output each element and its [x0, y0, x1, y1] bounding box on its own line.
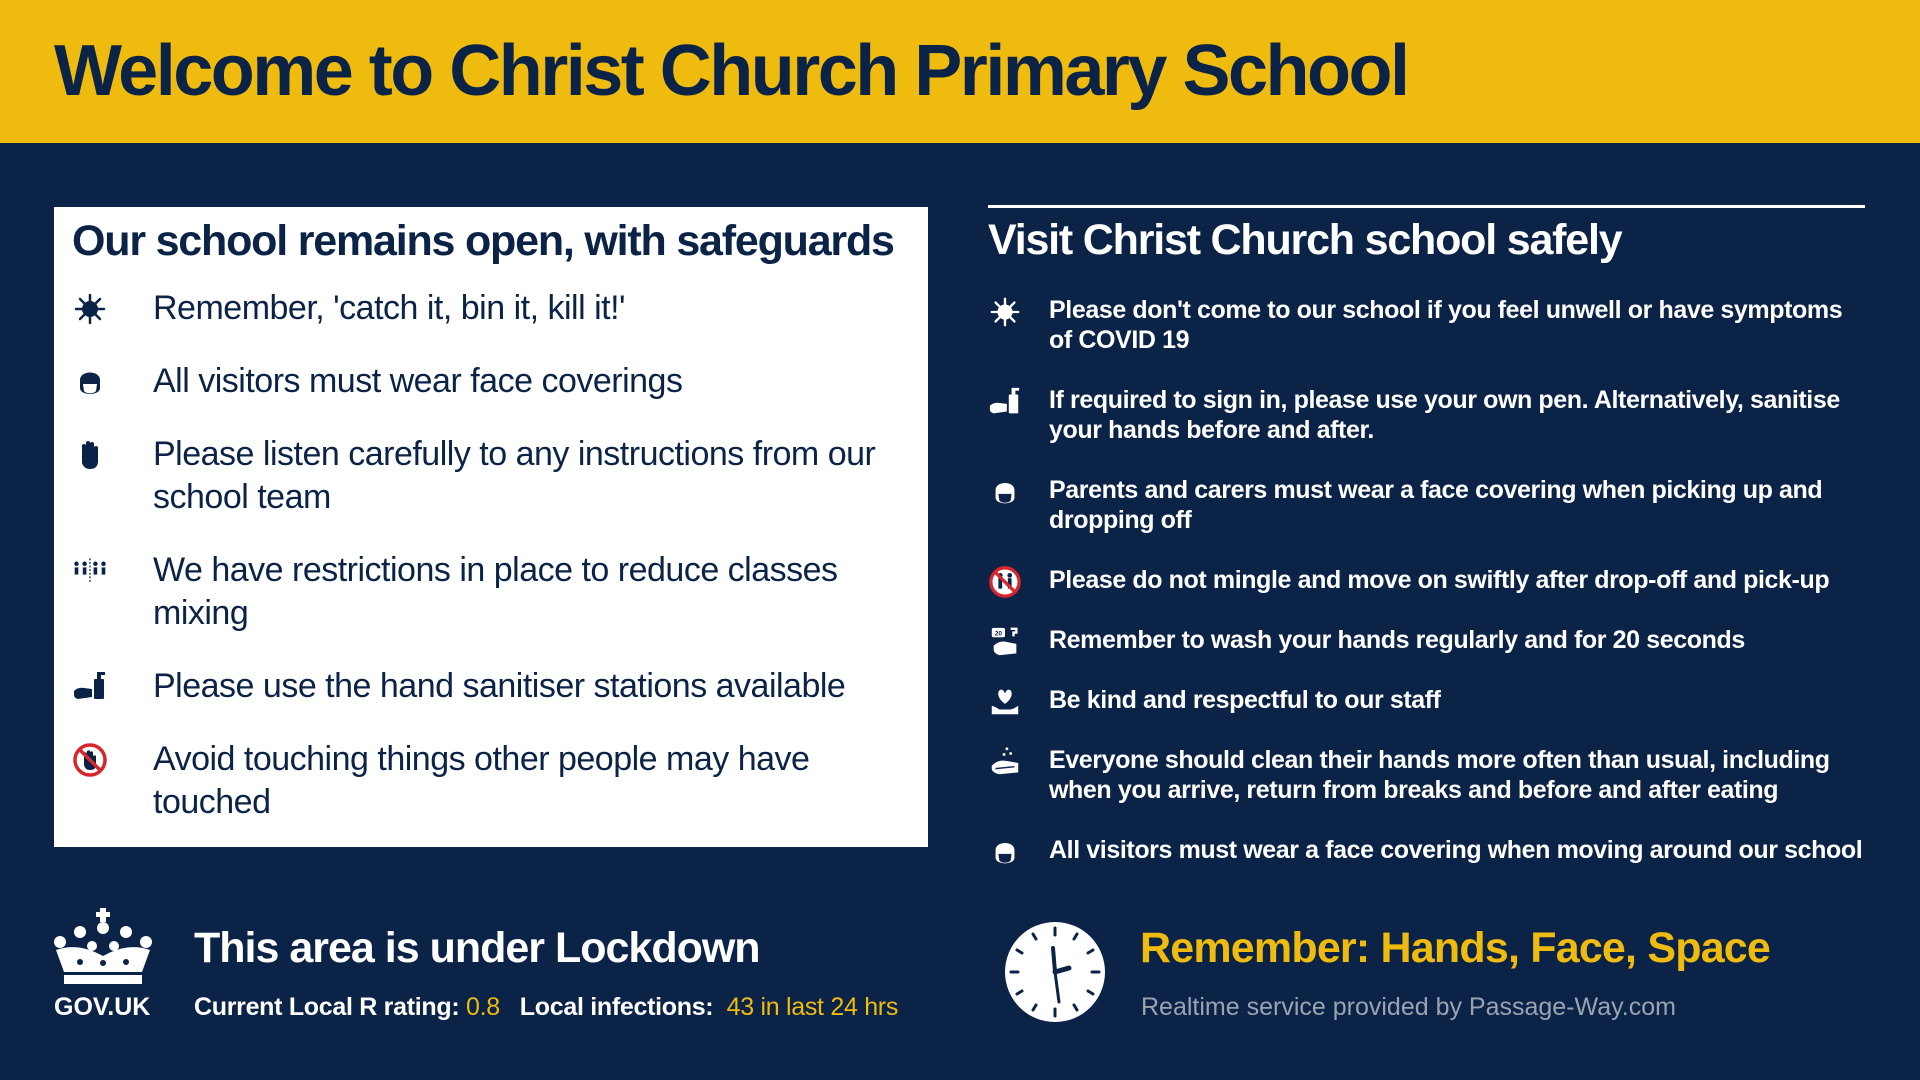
r-rating-label: Current Local R rating: — [194, 993, 460, 1021]
list-item-text: Be kind and respectful to our staff — [1049, 686, 1441, 714]
no-mingling-icon — [988, 565, 1022, 599]
list-item-text: Remember, 'catch it, bin it, kill it!' — [153, 289, 626, 327]
list-item-text: All visitors must wear a face covering when moving around our school — [1049, 836, 1863, 864]
list-item-text: Everyone should clean their hands more often than usual, including when you arrive, return from breaks and before and after eating — [1049, 746, 1830, 804]
list-item-text: Please do not mingle and move on swiftly after drop-off and pick-up — [1049, 566, 1830, 594]
visit-safely-title: Visit Christ Church school safely — [988, 216, 1622, 264]
header-banner — [0, 0, 1920, 143]
list-item-text: Remember to wash your hands regularly and for 20 seconds — [1049, 626, 1745, 654]
list-item-text: Please listen carefully to any instructions from our school team — [153, 435, 876, 516]
list-item-text: We have restrictions in place to reduce classes mixing — [153, 551, 838, 632]
list-item-text: Please don't come to our school if you feel unwell or have symptoms of COVID 19 — [1049, 296, 1843, 354]
hands-face-space-slogan: Remember: Hands, Face, Space — [1140, 924, 1771, 972]
hand-sanitiser-icon — [988, 385, 1022, 419]
list-item-text: Avoid touching things other people may have touched — [153, 740, 810, 821]
no-touching-icon — [72, 742, 108, 778]
school-open-title: Our school remains open, with safeguards — [72, 217, 894, 265]
crown-crest-icon — [50, 906, 156, 986]
face-mask-icon — [72, 364, 108, 400]
people-distancing-icon — [72, 553, 108, 589]
hand-cleaning-icon — [988, 745, 1022, 779]
section-divider — [988, 205, 1865, 208]
svg-text:20: 20 — [994, 630, 1003, 638]
local-stats — [194, 993, 898, 1022]
hand-sanitiser-icon — [72, 669, 108, 705]
infections-label: Local infections: — [519, 993, 714, 1021]
govuk-logo-text: GOV.UK — [54, 993, 151, 1021]
list-item-text: All visitors must wear face coverings — [153, 362, 683, 400]
page-title: Welcome to Christ Church Primary School — [54, 31, 1408, 111]
clock-icon — [1003, 920, 1107, 1024]
virus-icon — [72, 291, 108, 327]
heart-hand-icon — [988, 685, 1022, 719]
virus-icon — [988, 295, 1022, 329]
lockdown-status: This area is under Lockdown — [194, 924, 760, 972]
provider-credit: Realtime service provided by Passage-Way.com — [1141, 993, 1676, 1021]
list-item-text: If required to sign in, please use your own pen. Alternatively, sanitise your hands before and after. — [1049, 386, 1840, 444]
raised-hand-icon — [72, 437, 108, 473]
infections-value: 43 in last 24 hrs — [726, 993, 899, 1021]
face-mask-icon — [988, 835, 1022, 869]
r-rating-value: 0.8 — [466, 993, 500, 1021]
list-item-text: Parents and carers must wear a face covering when picking up and dropping off — [1049, 476, 1823, 534]
hand-wash-timer-icon — [988, 625, 1022, 659]
face-mask-icon — [988, 475, 1022, 509]
school-open-panel — [54, 207, 928, 847]
list-item-text: Please use the hand sanitiser stations available — [153, 667, 846, 705]
